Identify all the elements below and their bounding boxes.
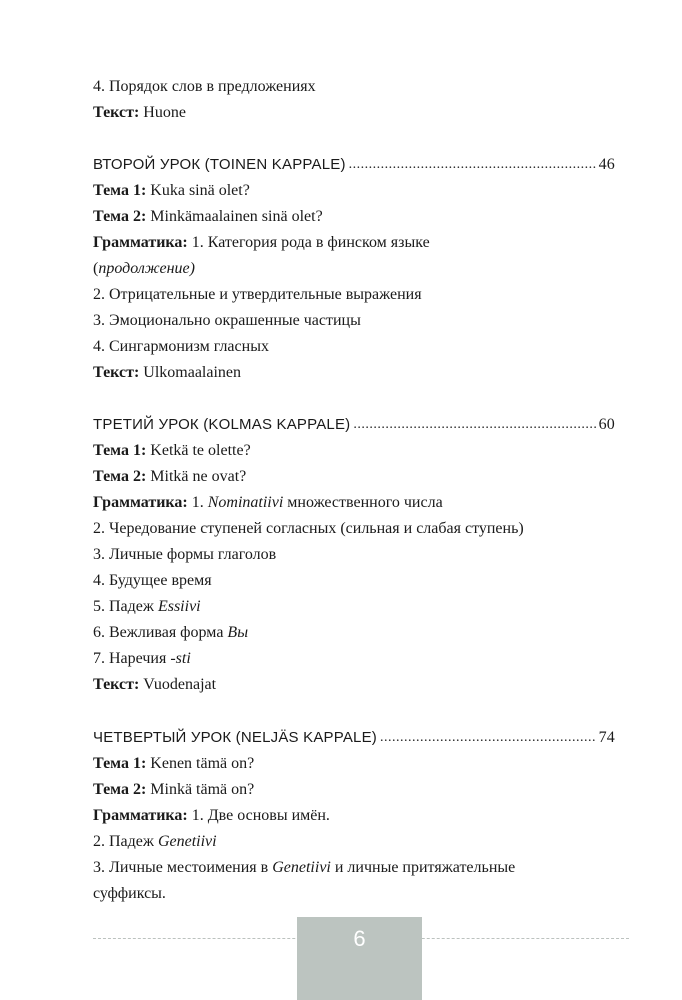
lesson-heading[interactable] xyxy=(93,727,615,749)
toc-line: Тема 2: Minkä tämä on? xyxy=(93,781,255,798)
toc-line: Тема 2: Mitkä ne ovat? xyxy=(93,468,247,485)
toc-line: Грамматика: 1. Nominatiivi множественного числа xyxy=(93,494,443,511)
page-number: 6 xyxy=(353,926,366,951)
lesson-heading[interactable] xyxy=(93,414,615,436)
line-label: Грамматика: xyxy=(93,494,188,511)
toc-line: 2. Падеж Genetiivi xyxy=(93,833,217,850)
toc-line: 4. Порядок слов в предложениях xyxy=(93,78,316,95)
page-number-tab xyxy=(297,917,422,1000)
toc-line: 7. Наречия -sti xyxy=(93,650,191,667)
toc-line: Тема 1: Kuka sinä olet? xyxy=(93,182,250,199)
leader-dots xyxy=(349,154,596,176)
toc-line: Грамматика: 1. Две основы имён. xyxy=(93,807,330,824)
toc-line: 2. Отрицательные и утвердительные выражения xyxy=(93,286,422,303)
toc-line: 3. Эмоционально окрашенные частицы xyxy=(93,312,361,329)
leader-dots xyxy=(353,414,595,436)
line-label: Тема 2: xyxy=(93,468,147,485)
line-label: Грамматика: xyxy=(93,234,188,251)
line-label: Грамматика: xyxy=(93,807,188,824)
line-label: Тема 1: xyxy=(93,442,147,459)
lesson-page-number: 74 xyxy=(598,729,615,746)
lesson-title: ТРЕТИЙ УРОК (KOLMAS KAPPALE) xyxy=(93,416,351,433)
lesson-heading[interactable] xyxy=(93,154,615,176)
toc-line: 5. Падеж Essiivi xyxy=(93,598,201,615)
lesson-page-number: 46 xyxy=(598,156,615,173)
toc-line: 3. Личные формы глаголов xyxy=(93,546,277,563)
line-label: Тема 2: xyxy=(93,208,147,225)
lesson-page-number: 60 xyxy=(598,416,615,433)
lesson-title: ЧЕТВЕРТЫЙ УРОК (NELJÄS KAPPALE) xyxy=(93,729,377,746)
toc-line: Текст: Vuodenajat xyxy=(93,676,217,693)
toc-line: 6. Вежливая форма Вы xyxy=(93,624,249,641)
toc-line: суффиксы. xyxy=(93,885,166,902)
line-label: Тема 2: xyxy=(93,781,147,798)
toc-line: 3. Личные местоимения в Genetiivi и личные притяжательные xyxy=(93,859,516,876)
line-label: Текст: xyxy=(93,364,140,381)
lesson-title: ВТОРОЙ УРОК (TOINEN KAPPALE) xyxy=(93,156,346,173)
toc-line: Тема 1: Ketkä te olette? xyxy=(93,442,251,459)
line-label: Тема 1: xyxy=(93,182,147,199)
toc-line: Текст: Ulkomaalainen xyxy=(93,364,242,381)
toc-line: Грамматика: 1. Категория рода в финском языке xyxy=(93,234,430,251)
toc-line: (продолжение) xyxy=(93,260,195,277)
toc-line: 4. Будущее время xyxy=(93,572,212,589)
toc-line: Текст: Huone xyxy=(93,104,186,121)
toc-line: Тема 2: Minkämaalainen sinä olet? xyxy=(93,208,323,225)
leader-dots xyxy=(380,727,596,749)
line-label: Тема 1: xyxy=(93,755,147,772)
toc-line: Тема 1: Kenen tämä on? xyxy=(93,755,255,772)
line-label: Текст: xyxy=(93,676,140,693)
line-label: Текст: xyxy=(93,104,140,121)
toc-line: 4. Сингармонизм гласных xyxy=(93,338,269,355)
toc-line: 2. Чередование ступеней согласных (сильная и слабая ступень) xyxy=(93,520,524,537)
